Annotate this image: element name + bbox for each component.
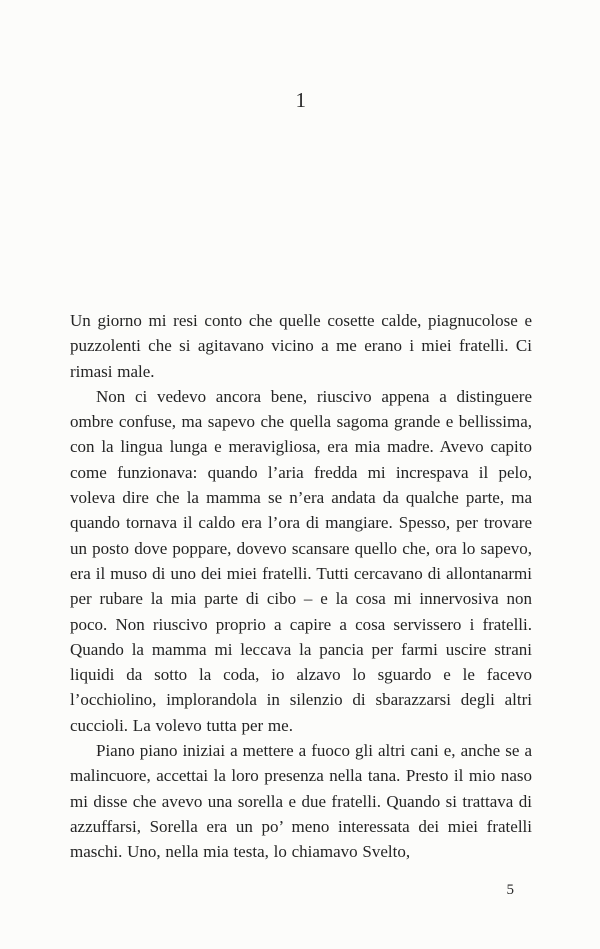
paragraph: Piano piano iniziai a mettere a fuoco gli altri cani e, anche se a malincuore, accettai la loro presenza nella tana. Presto il mio naso mi disse che avevo una sorella e due fratelli. Quando si trattava di azzuffarsi, Sorella era un po’ meno interessata dei miei fratelli maschi. Uno, nella mia testa, lo chiamavo Svelto, <box>70 741 532 862</box>
chapter-number: 1 <box>295 88 307 112</box>
body-text <box>70 308 532 865</box>
page-number: 5 <box>506 882 514 898</box>
paragraph: Un giorno mi resi conto che quelle cosette calde, piagnucolose e puzzolenti che si agitavano vicino a me erano i miei fratelli. Ci rimasi male. <box>70 311 532 381</box>
paragraph: Non ci vedevo ancora bene, riuscivo appena a distinguere ombre confuse, ma sapevo che quella sagoma grande e bellissima, con la lingua lunga e meravigliosa, era mia madre. Avevo capito come funzionava: quando l’aria fredda mi increspava il pelo, voleva dire che la mamma se n’era andata da qualche parte, ma quando tornava il caldo era l’ora di mangiare. Spesso, per trovare un posto dove poppare, dovevo scansare quello che, ora lo sapevo, era il muso di uno dei miei fratelli. Tutti cercavano di allontanarmi per rubare la mia parte di cibo – e la cosa mi innervosiva non poco. Non riuscivo proprio a capire a cosa servissero i fratelli. Quando la mamma mi leccava la pancia per farmi uscire strani liquidi da sotto la coda, io alzavo lo sguardo e le facevo l’occhiolino, implorandola in silenzio di sbarazzarsi degli altri cuccioli. La volevo tutta per me. <box>70 386 532 735</box>
